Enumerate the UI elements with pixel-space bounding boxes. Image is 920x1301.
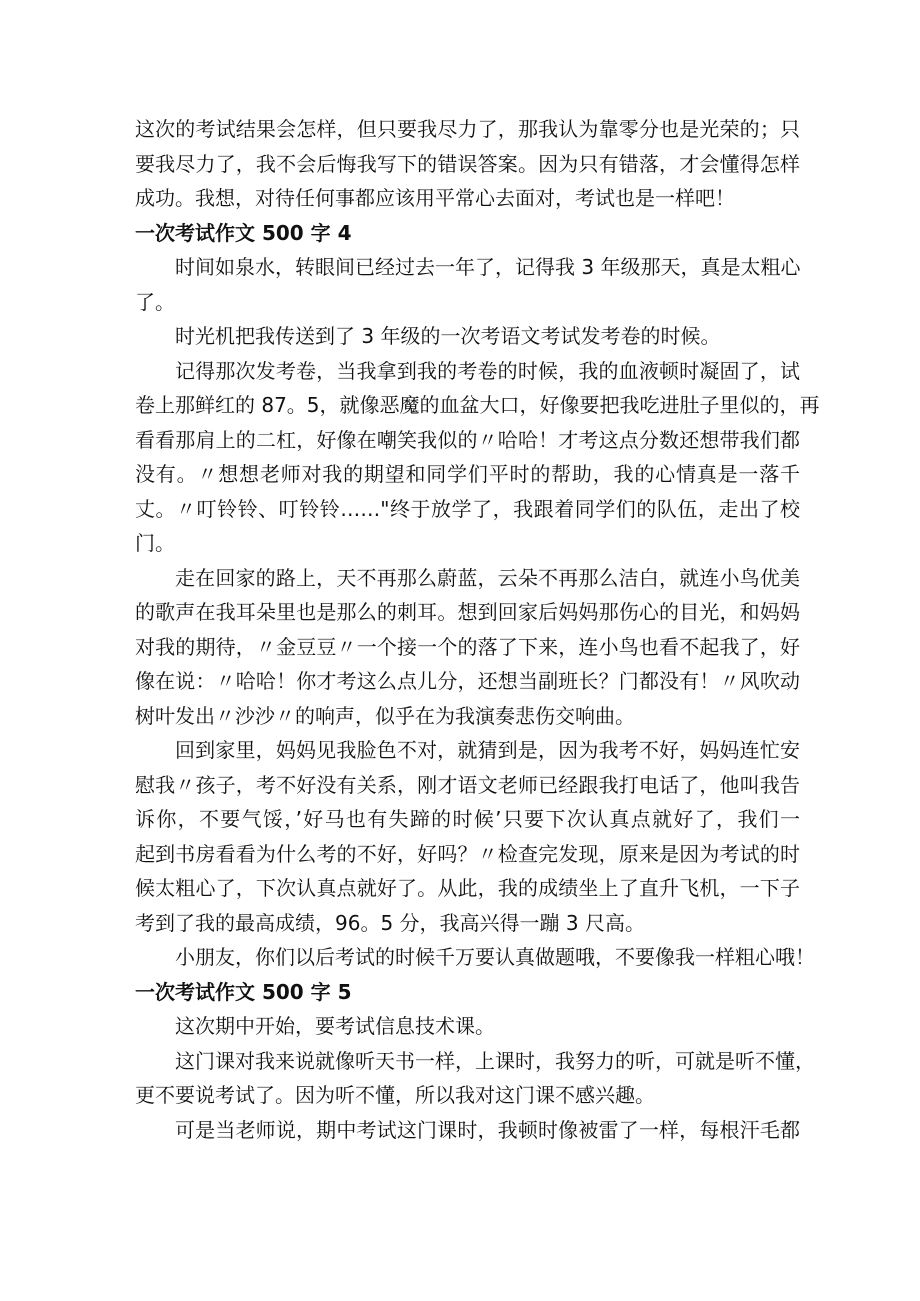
text-line: 时间如泉水，转眼间已经过去一年了，记得我 3 年级那天，真是太粗心 [175, 255, 801, 279]
text-line: 小朋友，你们以后考试的时候千万要认真做题哦，不要像我一样粗心哦！ [175, 945, 815, 969]
text-line: 可是当老师说，期中考试这门课时，我顿时像被雷了一样，每根汗毛都 [175, 1117, 800, 1142]
text-line: 丈。〃叮铃铃、叮铃铃……"终于放学了，我跟着同学们的队伍，走出了校 [135, 496, 800, 521]
text-line: 起到书房看看为什么考的不好，好吗？〃检查完发现，原来是因为考试的时 [135, 841, 800, 866]
section-heading: 一次考试作文 500 字 5 [135, 979, 352, 1004]
text-line: 了。 [135, 289, 175, 314]
text-line: 时光机把我传送到了 3 年级的一次考语文考试发考卷的时候。 [175, 324, 721, 348]
text-line: 要我尽力了，我不会后悔我写下的错误答案。因为只有错落，才会懂得怎样 [135, 151, 800, 176]
text-line: 成功。我想，对待任何事都应该用平常心去面对，考试也是一样吧！ [135, 186, 735, 210]
section-heading: 一次考试作文 500 字 4 [135, 220, 352, 245]
text-line: 走在回家的路上，天不再那么蔚蓝，云朵不再那么洁白，就连小鸟优美 [175, 565, 800, 590]
text-line: 更不要说考试了。因为听不懂，所以我对这门课不感兴趣。 [135, 1083, 655, 1107]
text-line: 的歌声在我耳朵里也是那么的刺耳。想到回家后妈妈那伤心的目光，和妈妈 [135, 600, 800, 624]
text-line: 诉你，不要气馁，’好马也有失蹄的时候’只要下次认真点就好了，我们一 [135, 807, 800, 831]
text-line: 这门课对我来说就像听天书一样，上课时，我努力的听，可就是听不懂， [175, 1048, 815, 1073]
text-line: 回到家里，妈妈见我脸色不对，就猜到是，因为我考不好，妈妈连忙安 [175, 738, 800, 762]
text-line: 候太粗心了，下次认真点就好了。从此，我的成绩坐上了直升飞机，一下子 [135, 876, 800, 900]
text-line: 这次的考试结果会怎样，但只要我尽力了，那我认为靠零分也是光荣的；只 [135, 117, 800, 141]
text-line: 考到了我的最高成绩，96。5 分，我高兴得一蹦 3 尺高。 [135, 910, 645, 935]
document-body [135, 112, 820, 1147]
text-line: 门。 [135, 531, 175, 555]
text-line: 像在说：〃哈哈！你才考这么点儿分，还想当副班长？门都没有！〃风吹动 [135, 669, 800, 693]
text-line: 看看那肩上的二杠，好像在嘲笑我似的〃哈哈！才考这点分数还想带我们都 [135, 427, 800, 452]
text-line: 树叶发出〃沙沙〃的响声，似乎在为我演奏悲伤交响曲。 [135, 703, 635, 728]
text-line: 记得那次发考卷，当我拿到我的考卷的时候，我的血液顿时凝固了，试 [175, 358, 800, 383]
text-line: 这次期中开始，要考试信息技术课。 [175, 1014, 495, 1038]
text-line: 卷上那鲜红的 87。5，就像恶魔的血盆大口，好像要把我吃进肚子里似的，再 [135, 393, 820, 417]
text-line: 对我的期待，〃金豆豆〃一个接一个的落了下来，连小鸟也看不起我了，好 [135, 634, 800, 659]
text-line: 慰我〃孩子，考不好没有关系，刚才语文老师已经跟我打电话了，他叫我告 [135, 772, 800, 797]
text-line: 没有。〃想想老师对我的期望和同学们平时的帮助，我的心情真是一落千 [135, 462, 800, 486]
